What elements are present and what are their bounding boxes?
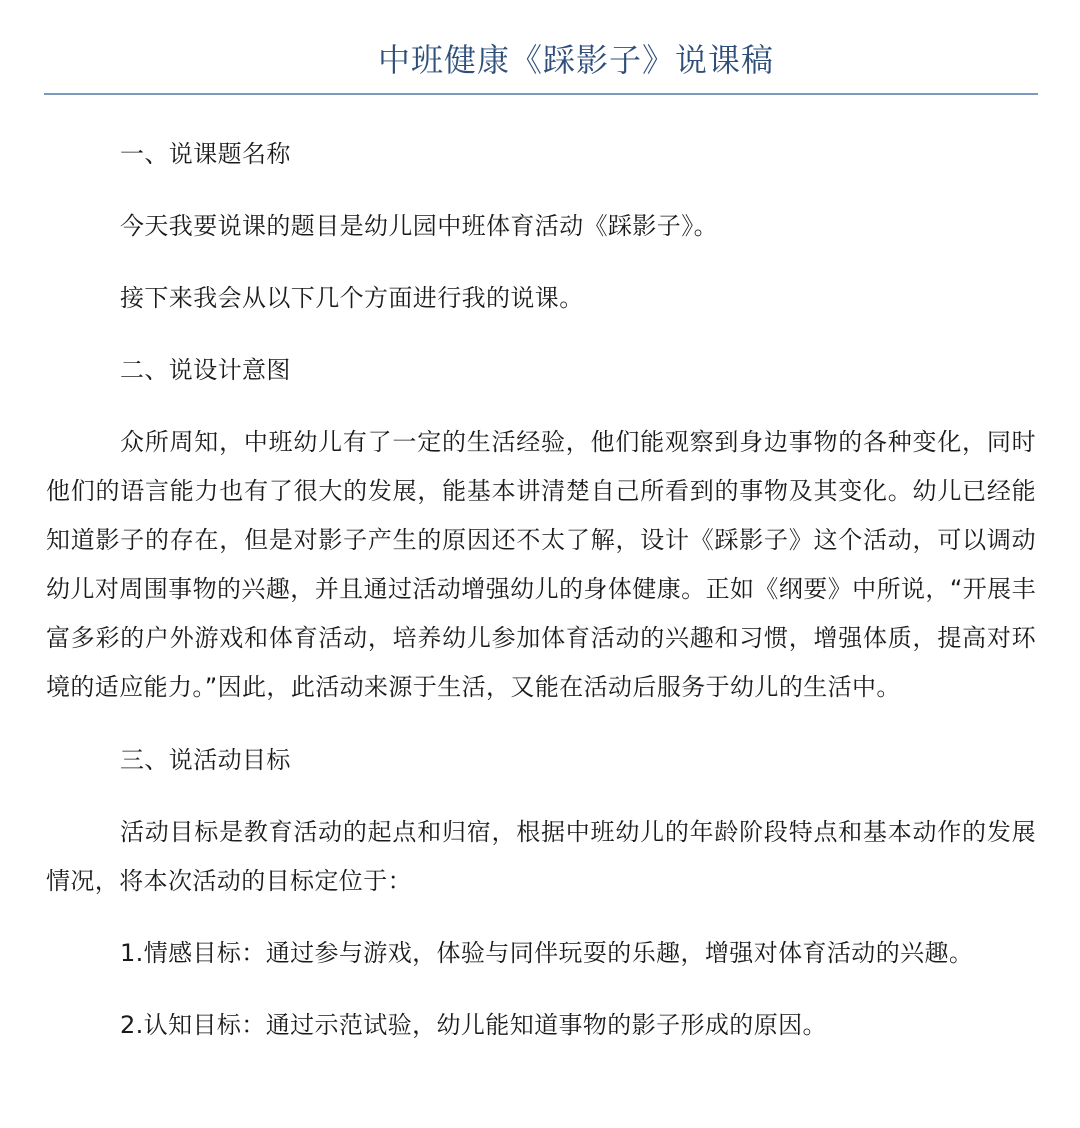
document-title: 中班健康《踩影子》说课稿 [377,41,774,79]
paragraph-outline: 接下来我会从以下几个方面进行我的说课。 [120,284,584,312]
title-divider [44,93,1038,95]
goal-item-emotional: 1.情感目标：通过参与游戏，体验与同伴玩耍的乐趣，增强对体育活动的兴趣。 [120,939,974,967]
document-body [46,130,1036,1050]
paragraph-topic: 今天我要说课的题目是幼儿园中班体育活动《踩影子》。 [120,212,718,240]
section-heading-2: 二、说设计意图 [120,356,291,384]
paragraph-design-intent: 众所周知，中班幼儿有了一定的生活经验，他们能观察到身边事物的各种变化，同时他们的语言能力也有了很大的发展，能基本讲清楚自己所看到的事物及其变化。幼儿已经能知道影子的存在，但是对影子产生的原因还不太了解，设计《踩影子》这个活动，可以调动幼儿对周围事物的兴趣，并且通过活动增强幼儿的身体健康。正如《纲要》中所说，“开展丰富多彩的户外游戏和体育活动，培养幼儿参加体育活动的兴趣和习惯，增强体质，提高对环境的适应能力。”因此，此活动来源于生活，又能在活动后服务于幼儿的生活中。 [46,428,1036,701]
paragraph-goals-intro: 活动目标是教育活动的起点和归宿，根据中班幼儿的年龄阶段特点和基本动作的发展情况，将本次活动的目标定位于： [46,818,1036,895]
goal-item-cognitive: 2.认知目标：通过示范试验，幼儿能知道事物的影子形成的原因。 [120,1011,827,1039]
section-heading-3: 三、说活动目标 [120,746,291,774]
section-heading-1: 一、说课题名称 [120,140,291,168]
